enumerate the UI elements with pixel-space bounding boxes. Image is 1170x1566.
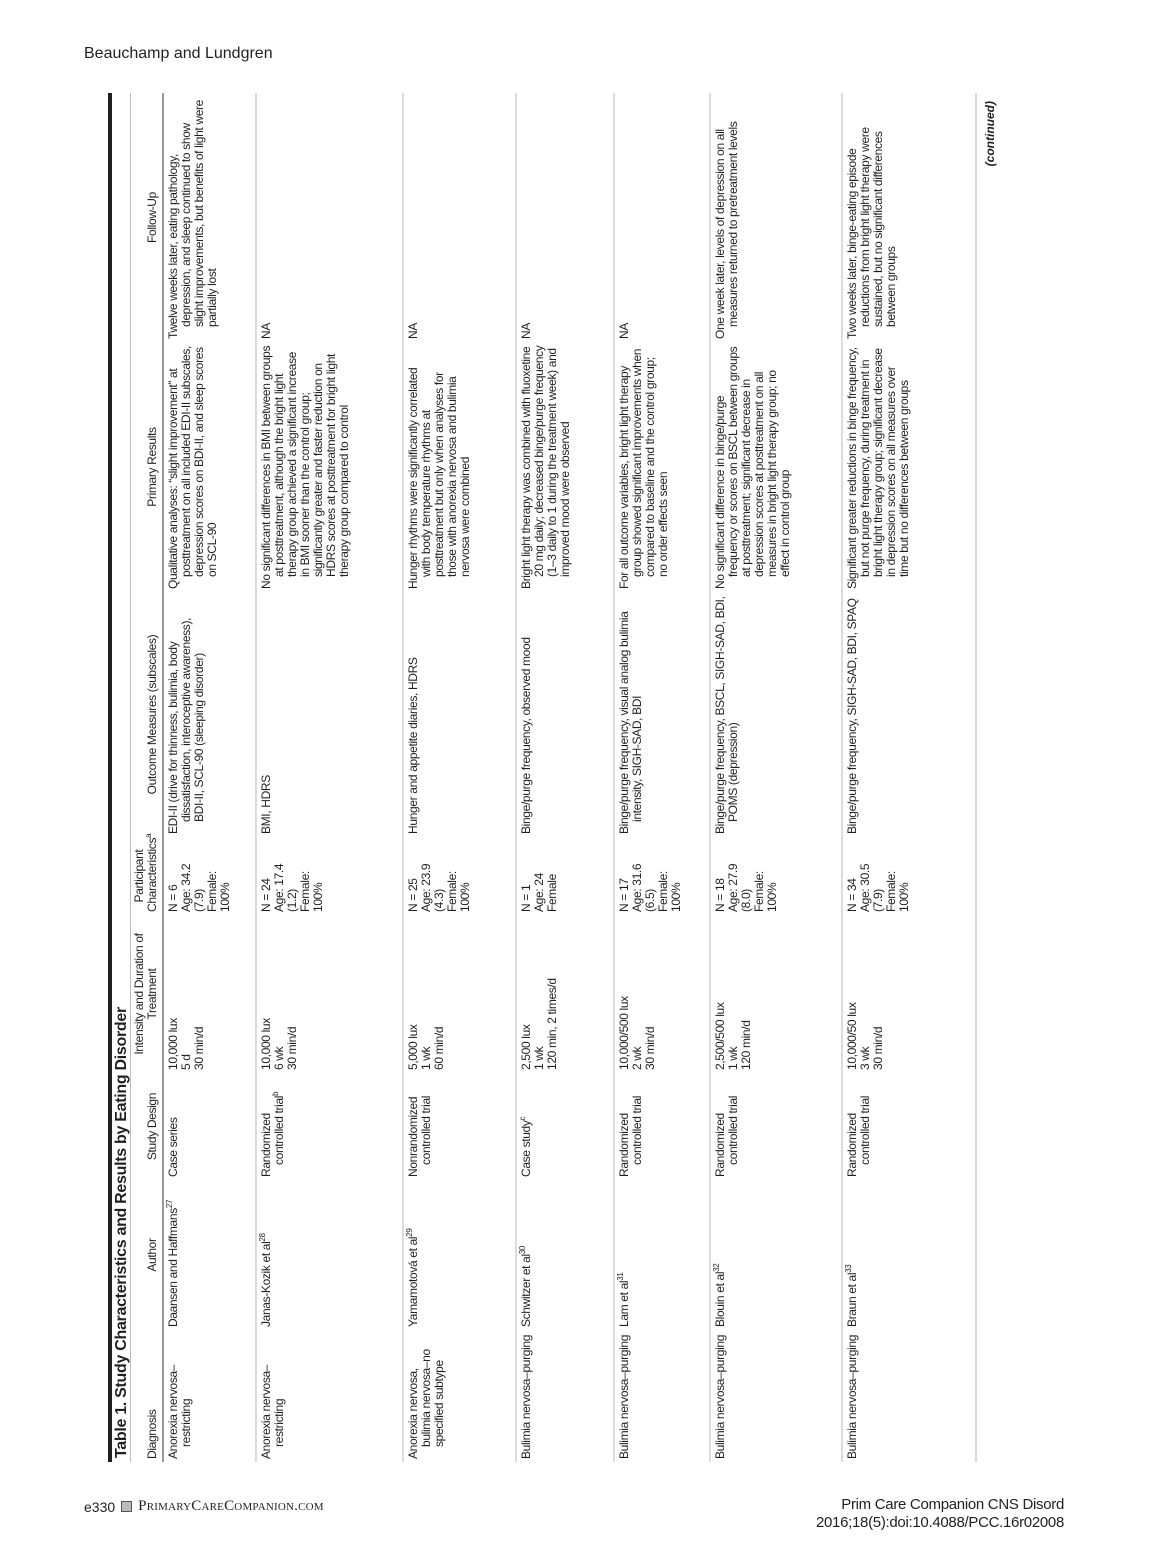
cell-results — [163, 342, 256, 592]
outcome-text: EDI-II (drive for thinness, bulimia, body dissatisfaction, interoceptive awareness), BDI-II, SCL-90 (sleeping disorder) — [166, 617, 206, 834]
participant-text: N = 24 Age: 17.4 (1.2) Female: 100% — [259, 863, 325, 912]
table-row — [516, 93, 614, 1462]
cell-outcome — [842, 592, 976, 837]
participant-text: N = 34 Age: 30.5 (7.9) Female: 100% — [845, 863, 911, 912]
cell-followup — [516, 93, 614, 342]
author-wrap — [260, 1183, 273, 1327]
cell-followup — [163, 93, 256, 342]
treatment-text: 10,000/500 lux 2 wk 30 min/d — [617, 996, 657, 1070]
header-participant-label: Participant Characteristics — [132, 837, 159, 912]
cell-author — [163, 1180, 256, 1330]
cell-study-design — [403, 1073, 516, 1180]
header-row — [131, 93, 164, 1462]
cell-study-design — [614, 1073, 710, 1180]
table-row — [614, 93, 710, 1462]
cell-diagnosis — [614, 1330, 710, 1462]
cell-treatment — [516, 915, 614, 1073]
cell-participant — [614, 837, 710, 915]
outcome-text: Binge/purge frequency, SIGH-SAD, BDI, SPAQ — [845, 598, 859, 834]
cell-diagnosis — [710, 1330, 842, 1462]
followup-text: NA — [406, 323, 420, 339]
cell-study-design — [842, 1073, 976, 1180]
header-followup: Follow-Up — [131, 93, 164, 342]
cell-participant — [842, 837, 976, 915]
running-head: Beauchamp and Lundgren — [84, 45, 273, 62]
results-text: No significant difference in binge/purge frequency or scores on BSCL between groups at posttreatment; significant decrease in depression scores at posttreatment on all measures in bright light therapy group; no effect in control group — [713, 346, 792, 589]
treatment-text: 10,000 lux 6 wk 30 min/d — [259, 1018, 299, 1070]
reference-number: 27 — [165, 1199, 174, 1209]
cell-study-design — [710, 1073, 842, 1180]
diagnosis-text: Bulimia nervosa–purging — [519, 1334, 533, 1459]
participant-text: N = 18 Age: 27.9 (8.0) Female: 100% — [713, 863, 779, 912]
diagnosis-text: Bulimia nervosa–purging — [845, 1334, 859, 1459]
cell-diagnosis — [163, 1330, 256, 1462]
author-wrap — [520, 1183, 533, 1327]
diagnosis-text: Anorexia nervosa–restricting — [166, 1364, 193, 1459]
results-text: Qualitative analyses: “slight improvement” at posttreatment on all included EDI-II subscales, depression scores on BDI-II, and sleep scores on SCL-90 — [166, 345, 219, 589]
outcome-text: Binge/purge frequency, BSCL, SIGH-SAD, BDI, POMS (depression) — [713, 596, 740, 834]
table-row — [163, 93, 256, 1462]
design-wrap — [846, 1076, 872, 1177]
participant-text: N = 17 Age: 31.6 (6.5) Female: 100% — [617, 863, 683, 912]
author-text: Janas-Kozik et al — [259, 1241, 273, 1327]
cell-treatment — [710, 915, 842, 1073]
design-wrap — [167, 1076, 180, 1177]
author-text: Schwitzer et al — [519, 1254, 533, 1327]
site-link[interactable]: PrimaryCareCompanion.com — [138, 1498, 324, 1514]
header-results: Primary Results — [131, 342, 164, 592]
study-table — [130, 93, 977, 1462]
cell-outcome — [516, 592, 614, 837]
design-text: Randomized controlled trial — [617, 1095, 644, 1177]
followup-text: NA — [519, 323, 533, 339]
header-diagnosis: Diagnosis — [131, 1330, 164, 1462]
author-text: Yamamotová et al — [406, 1236, 420, 1327]
outcome-text: Binge/purge frequency, observed mood — [519, 637, 533, 834]
design-wrap — [520, 1076, 533, 1177]
header-study-design: Study Design — [131, 1073, 164, 1180]
footnote-marker: a — [144, 833, 153, 838]
reference-number: 32 — [712, 1263, 721, 1272]
footer-left — [84, 1498, 324, 1515]
followup-text: Two weeks later, binge-eating episode reductions from bright light therapy were sustained, but no significant differences between groups — [845, 127, 898, 339]
cell-participant — [403, 837, 516, 915]
cell-outcome — [614, 592, 710, 837]
continued-note: (continued) — [983, 101, 997, 167]
cell-author — [614, 1180, 710, 1330]
design-text: Randomized controlled trial — [259, 1095, 286, 1177]
cell-diagnosis — [842, 1330, 976, 1462]
design-text: Case series — [166, 1117, 180, 1177]
followup-text: NA — [617, 323, 631, 339]
design-wrap — [714, 1076, 740, 1177]
cell-diagnosis — [516, 1330, 614, 1462]
cell-diagnosis — [403, 1330, 516, 1462]
cell-author — [403, 1180, 516, 1330]
square-bullet-icon — [121, 1501, 132, 1512]
cell-followup — [614, 93, 710, 342]
participant-text: N = 1 Age: 24 Female — [519, 873, 559, 912]
cell-study-design — [256, 1073, 403, 1180]
cell-diagnosis — [256, 1330, 403, 1462]
cell-results — [842, 342, 976, 592]
diagnosis-text: Bulimia nervosa–purging — [617, 1334, 631, 1459]
cell-results — [256, 342, 403, 592]
cell-treatment — [163, 915, 256, 1073]
results-text: For all outcome variables, bright light therapy group showed significant improvements when compared to baseline and the control group; no order effects seen — [617, 348, 670, 589]
author-wrap — [714, 1183, 727, 1327]
page-number: e330 — [84, 1498, 116, 1515]
treatment-text: 2,500/500 lux 1 wk 120 min/d — [713, 1002, 753, 1070]
reference-number: 30 — [518, 1246, 527, 1255]
cell-outcome — [710, 592, 842, 837]
author-text: Braun et al — [845, 1272, 859, 1327]
cell-results — [403, 342, 516, 592]
cell-results — [516, 342, 614, 592]
reference-number: 29 — [405, 1228, 414, 1237]
cell-followup — [256, 93, 403, 342]
cell-outcome — [256, 592, 403, 837]
table-title: Table 1. Study Characteristics and Results by Eating Disorder — [108, 93, 130, 1462]
treatment-text: 10,000/50 lux 3 wk 30 min/d — [845, 1002, 885, 1070]
cell-participant — [256, 837, 403, 915]
cell-treatment — [403, 915, 516, 1073]
reference-number: 28 — [258, 1233, 267, 1242]
cell-results — [710, 342, 842, 592]
diagnosis-text: Anorexia nervosa, bulimia nervosa–no specified subtype — [406, 1349, 446, 1459]
table-row — [710, 93, 842, 1462]
cell-participant — [516, 837, 614, 915]
design-wrap — [618, 1076, 644, 1177]
cell-study-design — [516, 1073, 614, 1180]
author-text: Daansen and Haffmans — [166, 1208, 180, 1327]
author-wrap — [407, 1183, 420, 1327]
cell-participant — [163, 837, 256, 915]
journal-name: Prim Care Companion CNS Disord — [841, 1496, 1064, 1513]
cell-treatment — [256, 915, 403, 1073]
cell-followup — [710, 93, 842, 342]
cell-participant — [710, 837, 842, 915]
results-text: Bright light therapy was combined with fluoxetine 20 mg daily; decreased binge/purge frequency (1–3 daily to 1 during the treatment week) and improved mood were observed — [519, 345, 572, 589]
cell-results — [614, 342, 710, 592]
footnote-marker: b — [271, 1091, 280, 1096]
outcome-text: Hunger and appetite diaries, HDRS — [406, 657, 420, 834]
treatment-text: 5,000 lux 1 wk 60 min/d — [406, 1024, 446, 1070]
design-text: Nonrandomized controlled trial — [406, 1095, 433, 1177]
treatment-text: 2,500 lux 1 wk 120 min, 2 times/d — [519, 978, 559, 1070]
participant-text: N = 25 Age: 23.9 (4.3) Female: 100% — [406, 863, 472, 912]
footnote-marker: c — [518, 1116, 527, 1121]
cell-outcome — [163, 592, 256, 837]
followup-text: NA — [259, 323, 273, 339]
design-wrap — [260, 1076, 286, 1177]
table-row — [403, 93, 516, 1462]
header-treatment: Intensity and Duration of Treatment — [131, 915, 164, 1073]
diagnosis-text: Bulimia nervosa–purging — [713, 1334, 727, 1459]
table-row — [842, 93, 976, 1462]
cell-study-design — [163, 1073, 256, 1180]
results-text: Hunger rhythms were significantly correlated with body temperature rhythms at posttreatment but only when analyses for those with anorexia nervosa and bulimia nervosa were combined — [406, 367, 472, 589]
cell-followup — [403, 93, 516, 342]
followup-text: One week later, levels of depression on all measures returned to pretreatment levels — [713, 121, 740, 339]
table-row — [256, 93, 403, 1462]
author-text: Blouin et al — [713, 1271, 727, 1327]
design-text: Randomized controlled trial — [713, 1095, 740, 1177]
author-text: Lam et al — [617, 1280, 631, 1327]
participant-text: N = 6 Age: 34.2 (7.9) Female: 100% — [166, 863, 232, 912]
reference-number: 31 — [616, 1272, 625, 1281]
cell-author — [710, 1180, 842, 1330]
cell-treatment — [842, 915, 976, 1073]
footer-right — [816, 1496, 1064, 1532]
cell-author — [516, 1180, 614, 1330]
followup-text: Twelve weeks later, eating pathology, depression, and sleep continued to show slight improvements, but benefits of light were partially lost — [166, 99, 219, 339]
header-participant — [131, 833, 164, 915]
design-text: Randomized controlled trial — [845, 1095, 872, 1177]
outcome-text: Binge/purge frequency, visual analog bulimia intensity, SIGH-SAD, BDI — [617, 611, 644, 834]
results-text: No significant differences in BMI between groups at posttreatment, although the bright light therapy group achieved a significant increase in BMI sooner than the control group; significantly greater and faster reduction on HDRS scores at posttreatment for bright light therapy group compared to control — [259, 345, 351, 589]
cell-outcome — [403, 592, 516, 837]
cell-followup — [842, 93, 976, 342]
cell-author — [842, 1180, 976, 1330]
outcome-text: BMI, HDRS — [259, 775, 273, 834]
design-text: Case study — [519, 1120, 533, 1177]
design-wrap — [407, 1076, 433, 1177]
cell-author — [256, 1180, 403, 1330]
rotated-table-container — [108, 93, 1030, 1462]
author-wrap — [846, 1183, 859, 1327]
diagnosis-text: Anorexia nervosa–restricting — [259, 1364, 286, 1459]
header-outcome: Outcome Measures (subscales) — [131, 592, 164, 837]
citation: 2016;18(5):doi:10.4088/PCC.16r02008 — [815, 1514, 1064, 1531]
header-author: Author — [131, 1180, 164, 1330]
cell-treatment — [614, 915, 710, 1073]
treatment-text: 10,000 lux 5 d 30 min/d — [166, 1018, 206, 1070]
results-text: Significant greater reductions in binge frequency, but not purge frequency, during treatment in bright light therapy group; significant decrease in depression scores on all measures over time but no differences between groups — [845, 347, 911, 589]
reference-number: 33 — [844, 1264, 853, 1273]
author-wrap — [618, 1183, 631, 1327]
author-wrap — [167, 1183, 180, 1327]
